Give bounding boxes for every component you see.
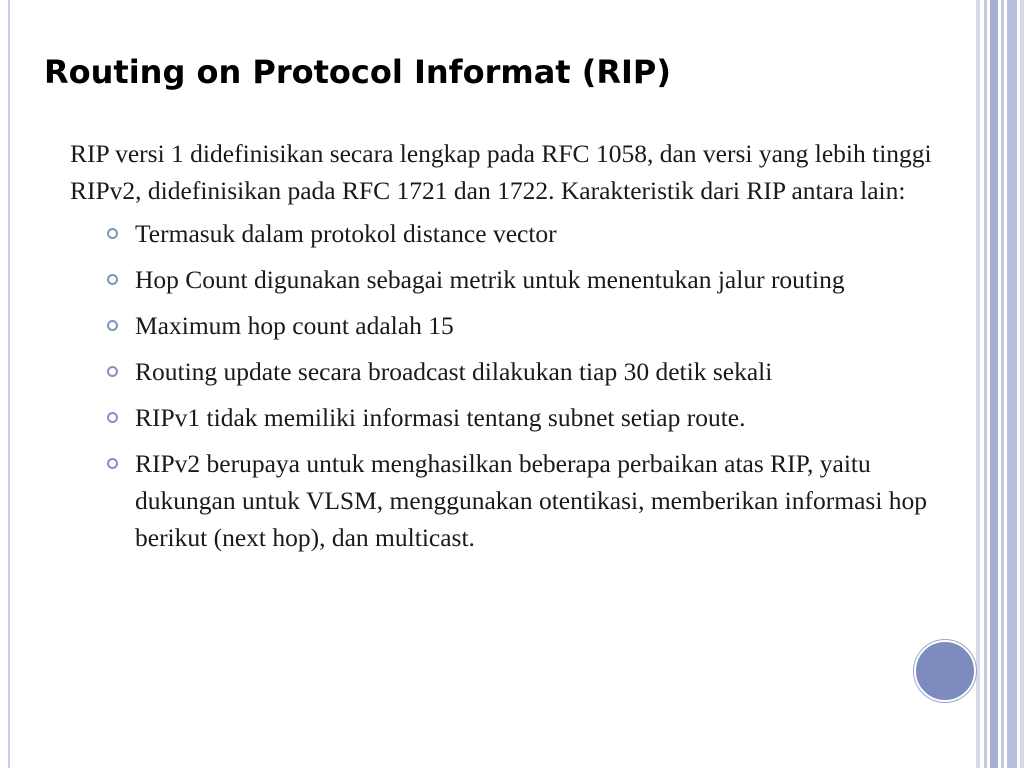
hollow-circle-bullet-icon	[107, 458, 118, 469]
hollow-circle-bullet-icon	[107, 366, 118, 377]
frame-stripe	[1020, 0, 1024, 768]
frame-stripe	[976, 0, 980, 768]
frame-stripe	[984, 0, 987, 768]
frame-stripe	[990, 0, 998, 768]
bullet-text: Termasuk dalam protokol distance vector	[135, 219, 557, 248]
list-item	[70, 445, 950, 556]
hollow-circle-bullet-icon	[107, 228, 118, 239]
list-item	[70, 307, 950, 344]
list-item	[70, 215, 950, 252]
bullet-list	[70, 215, 950, 556]
bullet-text: Routing update secara broadcast dilakukan tiap 30 detik sekali	[135, 357, 773, 386]
bullet-text: Maximum hop count adalah 15	[135, 311, 454, 340]
hollow-circle-bullet-icon	[107, 320, 118, 331]
list-item	[70, 353, 950, 390]
hollow-circle-bullet-icon	[107, 412, 118, 423]
filled-circle-icon	[914, 640, 976, 702]
bullet-text: RIPv1 tidak memiliki informasi tentang subnet setiap route.	[135, 403, 746, 432]
bullet-text: Hop Count digunakan sebagai metrik untuk menentukan jalur routing	[135, 265, 845, 294]
list-item	[70, 399, 950, 436]
slide-body	[70, 135, 950, 565]
bullet-text: RIPv2 berupaya untuk menghasilkan beberapa perbaikan atas RIP, yaitu dukungan untuk VLSM, menggunakan otentikasi, memberikan informasi hop berikut (next hop), dan multicast.	[135, 449, 928, 552]
frame-stripe	[1001, 0, 1004, 768]
right-decorative-frame	[976, 0, 1024, 768]
list-item	[70, 261, 950, 298]
intro-paragraph: RIP versi 1 didefinisikan secara lengkap pada RFC 1058, dan versi yang lebih tinggi RIPv2, didefinisikan pada RFC 1721 dan 1722. Karakteristik dari RIP antara lain:	[70, 139, 932, 205]
left-border-line	[8, 0, 10, 768]
frame-stripe	[1007, 0, 1017, 768]
slide-title: Routing on Protocol Informat (RIP)	[44, 53, 671, 91]
hollow-circle-bullet-icon	[107, 274, 118, 285]
